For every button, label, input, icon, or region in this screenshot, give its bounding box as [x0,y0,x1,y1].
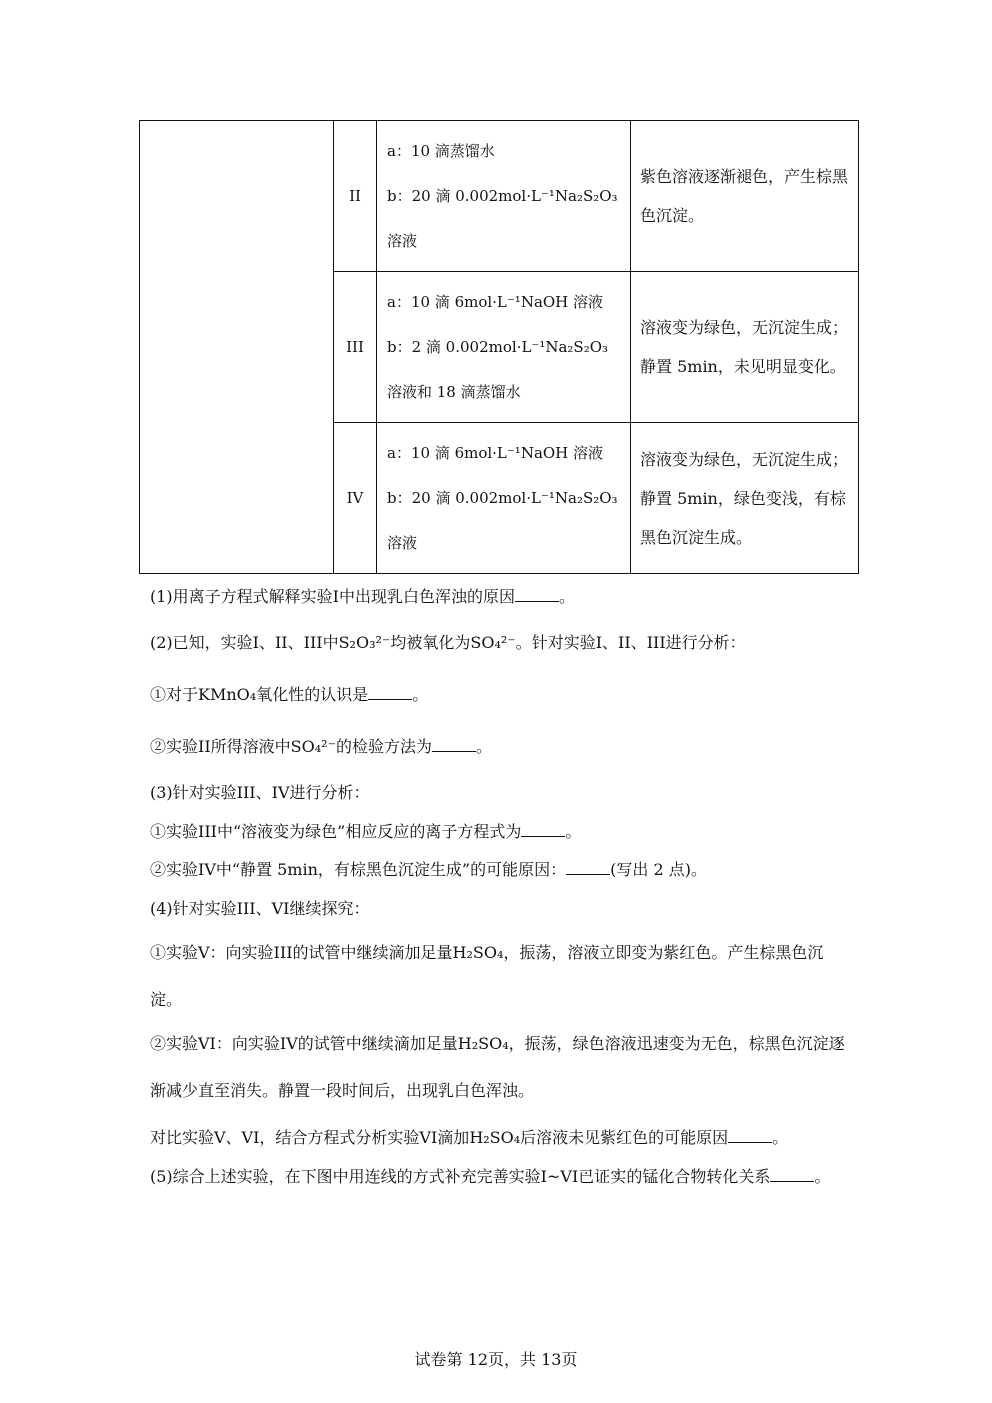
reagent-line: b：20 滴 0.002mol·L⁻¹Na₂S₂O₃ [387,186,618,205]
reagent-line: b：2 滴 0.002mol·L⁻¹Na₂S₂O₃ [387,337,609,356]
formula-sulfate: SO₄²⁻ [470,633,516,652]
phenomenon-cell: 溶液变为绿色，无沉淀生成；静置 5min，未见明显变化。 [631,272,859,423]
answer-blank[interactable] [432,737,476,752]
reagent-line: b：20 滴 0.002mol·L⁻¹Na₂S₂O₃ [387,488,618,507]
emphasis-char: 已 · [578,1167,594,1186]
formula-h2so4: H₂SO₄ [452,943,504,962]
question-3-2: ②实验IV中“静置 5min，有棕黑色沉淀生成”的可能原因： (写出 2 点)。 [150,860,707,879]
question-4-3: 对比实验V、VI，结合方程式分析实验VI滴加H₂SO₄后溶液未见紫红色的可能原因 。 [150,1128,789,1147]
formula-sulfate: SO₄²⁻ [290,737,337,756]
reagents-cell [377,121,631,272]
question-3-1: ①实验III中“溶液变为绿色”相应反应的离子方程式为 。 [150,822,582,841]
reagent-line: 溶液 [387,533,418,552]
reagents-cell [377,423,631,574]
reagent-line: a：10 滴 6mol·L⁻¹NaOH 溶液 [387,292,604,311]
emphasis-char: 实 · [610,1167,626,1186]
phenomenon-cell: 紫色溶液逐渐褪色，产生棕黑色沉淀。 [631,121,859,272]
experiment-id: IV [334,423,377,574]
formula-h2so4: H₂SO₄ [469,1128,521,1147]
question-4-2: ②实验VI：向实验IV的试管中继续滴加足量H₂SO₄，振荡，绿色溶液迅速变为无色，棕黑色沉淀逐渐减少直至消失。静置一段时间后，出现乳白色浑浊。 [150,1034,845,1100]
emphasis-char: 证 · [594,1167,610,1186]
reagents-cell [377,272,631,423]
question-4-1: ①实验V：向实验III的试管中继续滴加足量H₂SO₄，振荡，溶液立即变为紫红色。产生棕黑色沉淀。 [150,943,824,1009]
question-2-2: ②实验II所得溶液中SO₄²⁻的检验方法为 。 [150,737,493,756]
question-2-1: ①对于KMnO₄氧化性的认识是 。 [150,685,429,704]
reagent-line: a：10 滴 6mol·L⁻¹NaOH 溶液 [387,443,604,462]
experiment-table [139,120,859,574]
answer-blank[interactable] [770,1167,814,1182]
answer-blank[interactable] [566,860,610,875]
reagent-line: a：10 滴蒸馏水 [387,141,495,160]
question-2: (2)已知，实验I、II、III中S₂O₃²⁻均被氧化为SO₄²⁻。针对实验I、II、III进行分析： [150,633,746,652]
question-4: (4)针对实验III、VI继续探究： [150,899,370,918]
question-1: (1)用离子方程式解释实验I中出现乳白色浑浊的原因 。 [150,587,576,606]
formula-kmno4: KMnO₄ [198,685,257,704]
question-3: (3)针对实验III、IV进行分析： [150,783,370,802]
experiment-id: II [334,121,377,272]
question-5: (5)综合上述实验，在下图中用连线的方式补充完善实验I~VI已 ·证 ·实 ·的锰化合物转化关系 。 [150,1153,845,1200]
reagent-line: 溶液和 18 滴蒸馏水 [387,382,521,401]
page-footer: 试卷第 12页，共 13页 [414,1350,578,1369]
formula-thiosulfate: S₂O₃²⁻ [338,633,391,652]
table-row [140,121,859,272]
formula-h2so4: H₂SO₄ [457,1034,509,1053]
reagent-line: 溶液 [387,231,418,250]
answer-blank[interactable] [368,685,412,700]
answer-blank[interactable] [728,1128,772,1143]
answer-blank[interactable] [515,587,559,602]
phenomenon-cell: 溶液变为绿色，无沉淀生成；静置 5min，绿色变浅，有棕黑色沉淀生成。 [631,423,859,574]
experiment-group-cell [140,121,334,574]
experiment-id: III [334,272,377,423]
answer-blank[interactable] [521,822,565,837]
